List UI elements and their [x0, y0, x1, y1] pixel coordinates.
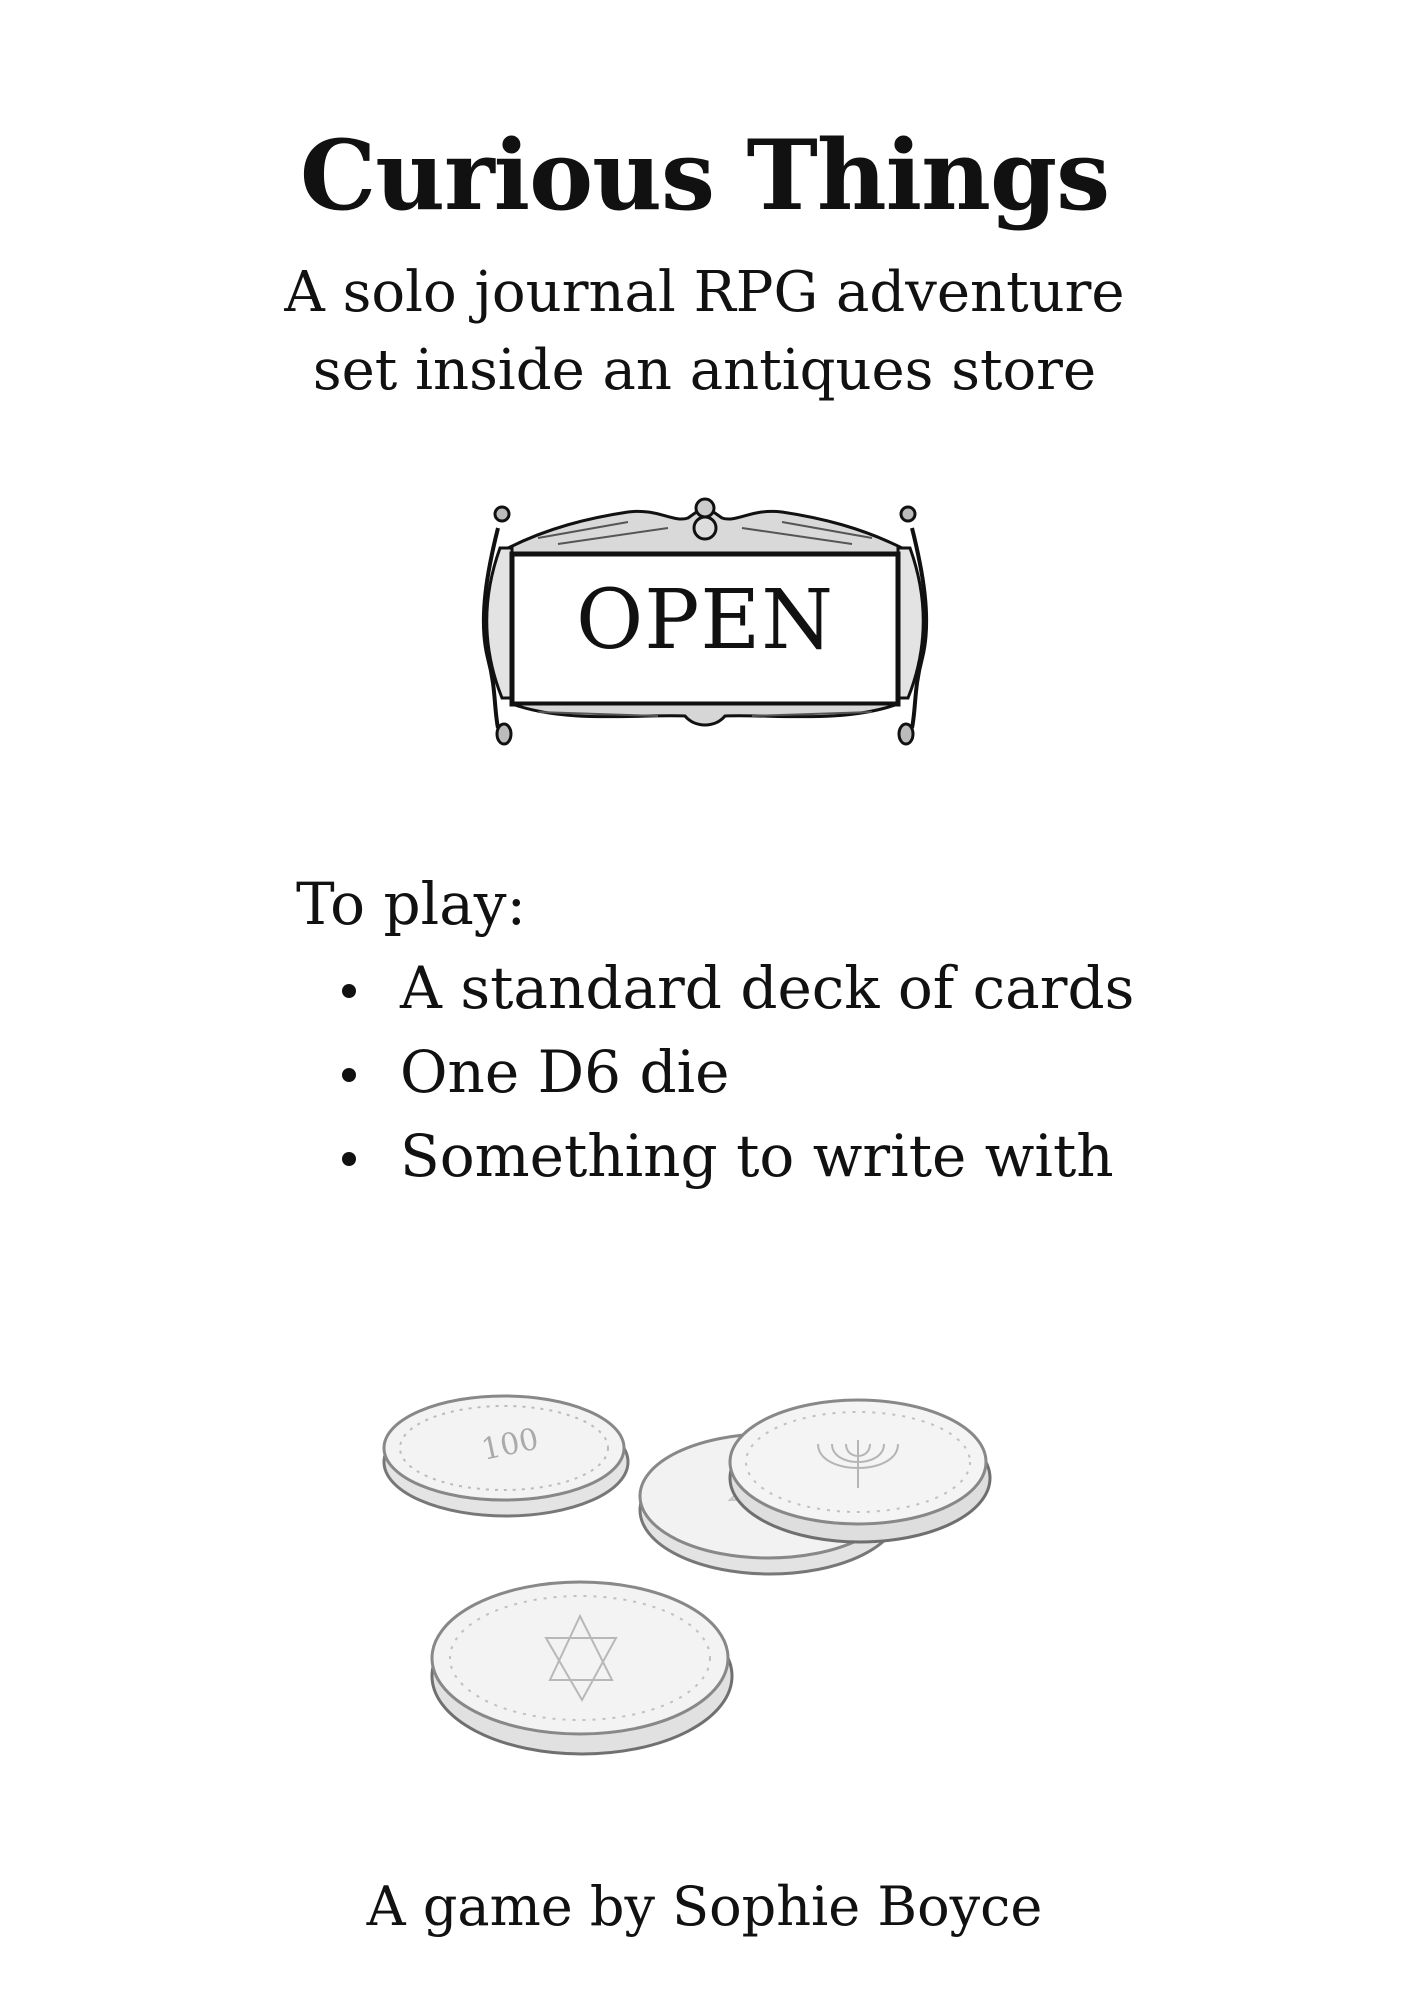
open-sign	[468, 488, 942, 750]
list-item: Something to write with	[296, 1114, 1134, 1198]
subtitle-line-1: A solo journal RPG adventure	[284, 260, 1125, 325]
requirements-section	[296, 862, 1134, 1198]
coin-icon	[730, 1400, 990, 1542]
coins-illustration-icon	[380, 1380, 1040, 1800]
subtitle-line-2: set inside an antiques store	[312, 338, 1097, 403]
list-item: One D6 die	[296, 1030, 1134, 1114]
coins-illustration	[380, 1380, 1040, 1800]
page-title: Curious Things	[299, 119, 1110, 232]
list-item: A standard deck of cards	[296, 946, 1134, 1030]
sign-text: OPEN	[575, 573, 834, 668]
coin-icon	[384, 1396, 628, 1516]
credit-line: A game by Sophie Boyce	[366, 1875, 1043, 1938]
subtitle	[0, 254, 1409, 410]
requirements-list	[296, 946, 1134, 1198]
coin-marking: 100	[478, 1421, 542, 1468]
coin-icon	[432, 1582, 732, 1754]
requirements-heading: To play:	[296, 870, 527, 938]
